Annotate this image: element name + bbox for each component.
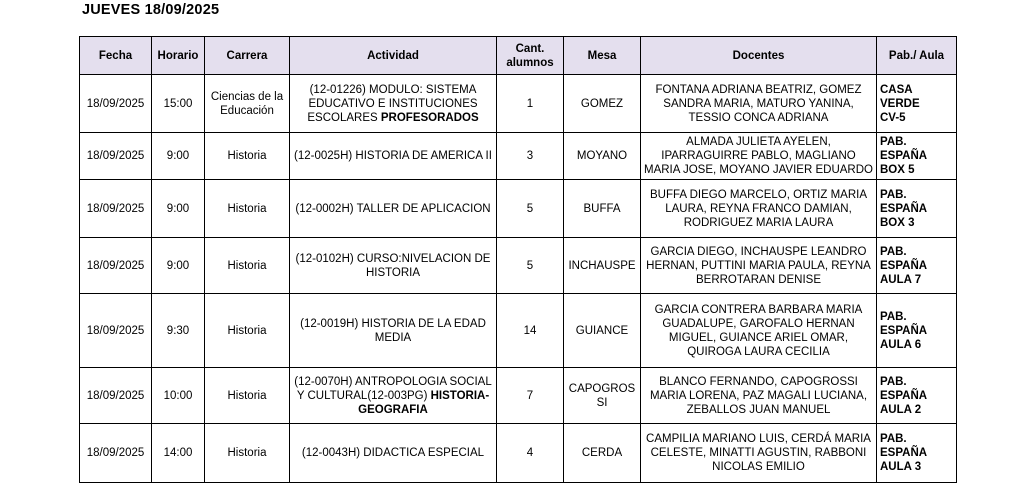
cell-actividad [290, 368, 497, 424]
cell-docentes: BUFFA DIEGO MARCELO, ORTIZ MARIA LAURA, REYNA FRANCO DAMIAN, RODRIGUEZ MARIA LAURA [641, 180, 877, 238]
table-row [80, 75, 957, 133]
pabellon-text: PAB. ESPAÑA [880, 433, 928, 459]
actividad-text: (12-0043H) DIDACTICA ESPECIAL [301, 447, 485, 459]
actividad-text: (12-01226) MODULO: SISTEMA EDUCATIVO E INSTITUCIONES ESCOLARES [307, 83, 478, 124]
cell-cant-alumnos: 5 [497, 180, 564, 238]
pabellon-text: PAB. ESPAÑA [880, 188, 928, 215]
cell-carrera: Historia [205, 133, 290, 180]
actividad-text: (12-0102H) CURSO:NIVELACION DE HISTORIA [295, 252, 491, 279]
cell-carrera: Historia [205, 238, 290, 294]
cell-actividad [290, 238, 497, 294]
aula-text: BOX 5 [880, 164, 915, 176]
cell-horario: 9:00 [152, 133, 205, 180]
pabellon-text: PAB. ESPAÑA [880, 136, 928, 162]
cell-fecha: 18/09/2025 [80, 180, 152, 238]
cell-docentes: GARCIA DIEGO, INCHAUSPE LEANDRO HERNAN, PUTTINI MARIA PAULA, REYNA BERROTARAN DENISE [641, 238, 877, 294]
header-row [80, 37, 957, 75]
cell-horario: 9:00 [152, 180, 205, 238]
col-horario: Horario [152, 37, 205, 75]
pabellon-text: PAB. ESPAÑA [880, 245, 928, 272]
col-carrera: Carrera [205, 37, 290, 75]
col-fecha: Fecha [80, 37, 152, 75]
cell-fecha: 18/09/2025 [80, 424, 152, 483]
actividad-text: (12-0019H) HISTORIA DE LA EDAD MEDIA [300, 317, 486, 344]
col-cant-alumnos: Cant. alumnos [497, 37, 564, 75]
cell-cant-alumnos: 7 [497, 368, 564, 424]
cell-cant-alumnos: 1 [497, 75, 564, 133]
cell-pab-aula [877, 133, 957, 180]
pabellon-text: PAB. ESPAÑA [880, 375, 928, 402]
cell-docentes: GARCIA CONTRERA BARBARA MARIA GUADALUPE, GAROFALO HERNAN MIGUEL, GUIANCE ARIEL OMAR, QUIROGA LAURA CECILIA [641, 294, 877, 368]
cell-mesa: CAPOGROSSI [564, 368, 641, 424]
cell-pab-aula [877, 294, 957, 368]
aula-text: AULA 6 [880, 338, 922, 351]
table-row [80, 294, 957, 368]
cell-carrera: Historia [205, 294, 290, 368]
cell-actividad [290, 294, 497, 368]
cell-fecha: 18/09/2025 [80, 294, 152, 368]
cell-actividad [290, 133, 497, 180]
cell-horario: 9:30 [152, 294, 205, 368]
cell-docentes: ALMADA JULIETA AYELEN, IPARRAGUIRRE PABLO, MAGLIANO MARIA JOSE, MOYANO JAVIER EDUARDO [641, 133, 877, 180]
actividad-bold-text: PROFESORADOS [380, 111, 479, 124]
cell-fecha: 18/09/2025 [80, 133, 152, 180]
aula-text: AULA 2 [880, 403, 922, 416]
cell-docentes: CAMPILIA MARIANO LUIS, CERDÁ MARIA CELESTE, MINATTI AGUSTIN, RABBONI NICOLAS EMILIO [641, 424, 877, 483]
cell-docentes: BLANCO FERNANDO, CAPOGROSSI MARIA LORENA, PAZ MAGALI LUCIANA, ZEBALLOS JUAN MANUEL [641, 368, 877, 424]
cell-carrera: Historia [205, 180, 290, 238]
cell-horario: 10:00 [152, 368, 205, 424]
table-row [80, 133, 957, 180]
cell-actividad [290, 75, 497, 133]
cell-mesa: MOYANO [564, 133, 641, 180]
col-docentes: Docentes [641, 37, 877, 75]
cell-actividad [290, 180, 497, 238]
cell-mesa: BUFFA [564, 180, 641, 238]
cell-carrera: Historia [205, 368, 290, 424]
cell-fecha: 18/09/2025 [80, 75, 152, 133]
col-mesa: Mesa [564, 37, 641, 75]
actividad-bold-text: HISTORIA-GEOGRAFIA [358, 389, 490, 416]
aula-text: AULA 3 [880, 461, 922, 473]
cell-pab-aula [877, 75, 957, 133]
actividad-text: (12-0070H) ANTROPOLOGIA SOCIAL Y CULTURAL(12-003PG) [294, 375, 492, 402]
cell-fecha: 18/09/2025 [80, 368, 152, 424]
aula-text: BOX 3 [880, 216, 915, 229]
cell-mesa: INCHAUSPE [564, 238, 641, 294]
col-pab-aula: Pab./ Aula [877, 37, 957, 75]
pabellon-text: PAB. ESPAÑA [880, 310, 928, 337]
cell-mesa: GOMEZ [564, 75, 641, 133]
cell-horario: 15:00 [152, 75, 205, 133]
cell-docentes: FONTANA ADRIANA BEATRIZ, GOMEZ SANDRA MARIA, MATURO YANINA, TESSIO CONCA ADRIANA [641, 75, 877, 133]
cell-carrera: Ciencias de la Educación [205, 75, 290, 133]
table-row [80, 238, 957, 294]
cell-carrera: Historia [205, 424, 290, 483]
table-row [80, 180, 957, 238]
cell-mesa: CERDA [564, 424, 641, 483]
cell-mesa: GUIANCE [564, 294, 641, 368]
cell-pab-aula [877, 180, 957, 238]
cell-horario: 9:00 [152, 238, 205, 294]
aula-text: CV-5 [880, 111, 906, 124]
schedule-table [79, 36, 957, 483]
cell-cant-alumnos: 4 [497, 424, 564, 483]
cell-pab-aula [877, 368, 957, 424]
pabellon-text: CASA VERDE [880, 83, 920, 110]
day-title: JUEVES 18/09/2025 [82, 2, 220, 18]
actividad-text: (12-0025H) HISTORIA DE AMERICA II [294, 150, 492, 162]
table-row [80, 424, 957, 483]
cell-horario: 14:00 [152, 424, 205, 483]
actividad-text: (12-0002H) TALLER DE APLICACION [295, 202, 491, 215]
aula-text: AULA 7 [880, 273, 922, 286]
cell-actividad [290, 424, 497, 483]
cell-cant-alumnos: 14 [497, 294, 564, 368]
cell-fecha: 18/09/2025 [80, 238, 152, 294]
cell-pab-aula [877, 424, 957, 483]
cell-cant-alumnos: 3 [497, 133, 564, 180]
cell-pab-aula [877, 238, 957, 294]
table-row [80, 368, 957, 424]
col-actividad: Actividad [290, 37, 497, 75]
cell-cant-alumnos: 5 [497, 238, 564, 294]
